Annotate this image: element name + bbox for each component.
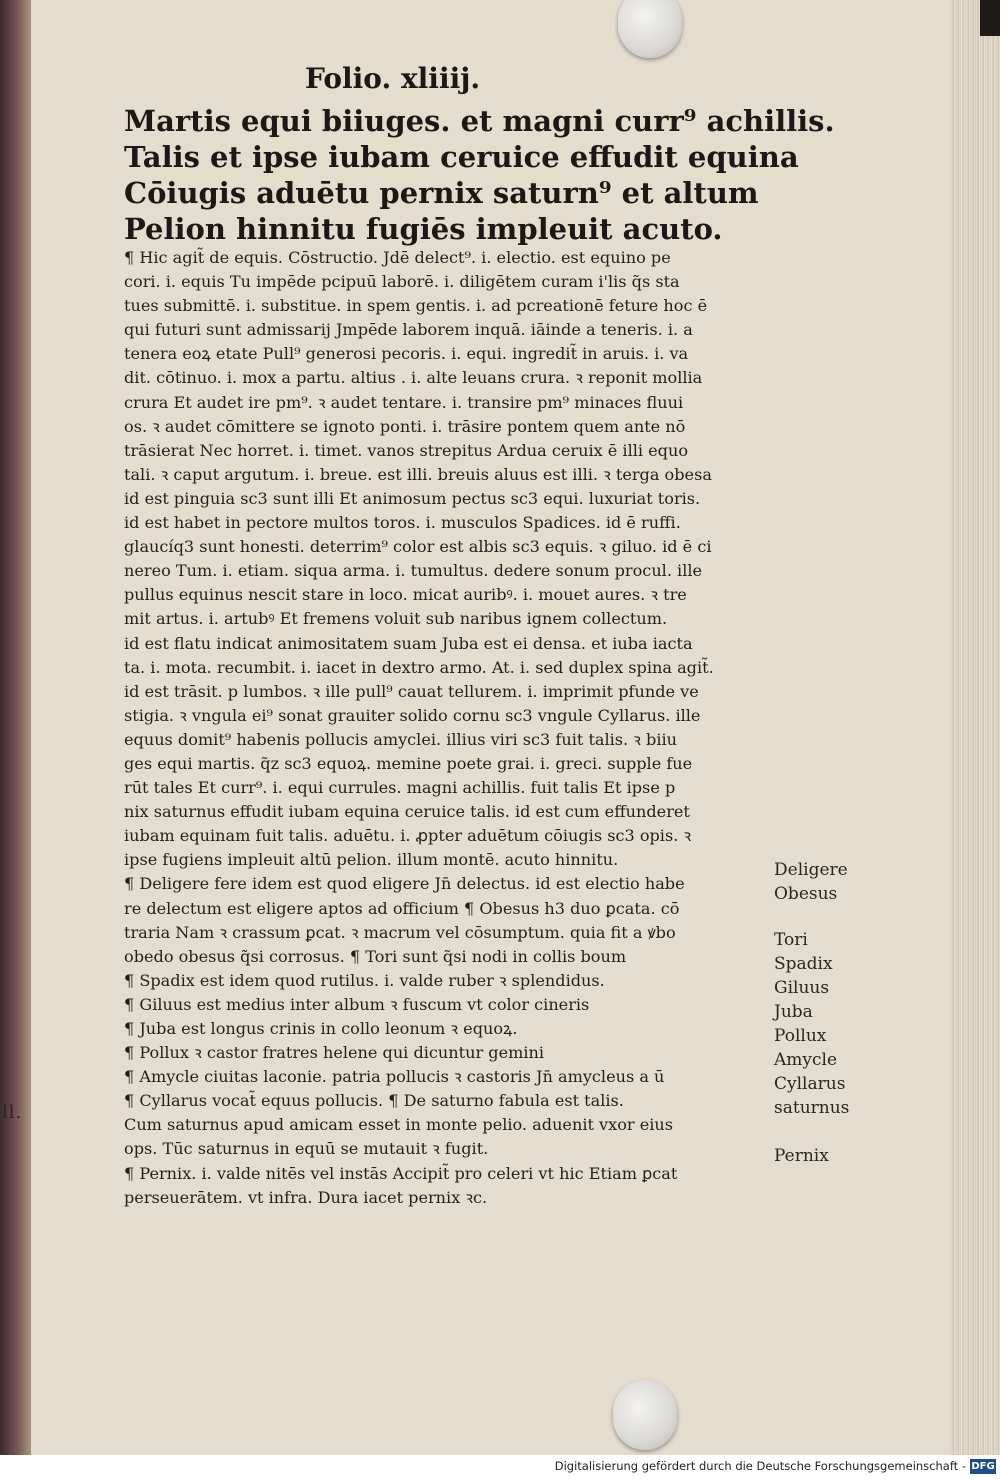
commentary-line: tues submittē. i. substitue. in spem gentis. i. ad pcreationē feture hoc ē xyxy=(124,296,708,316)
marginal-note: Pollux xyxy=(774,1026,827,1046)
commentary-line: id est pinguia sc3 sunt illi Et animosum pectus sc3 equi. luxuriat toris. xyxy=(124,488,701,508)
commentary-line: ges equi martis. q̃z sc3 equoꝝ. memine poete grai. i. greci. supple fue xyxy=(124,753,693,773)
commentary-line: os. ꝛ audet cōmittere se ignoto ponti. i. trāsire pontem quem ante nō xyxy=(124,416,686,436)
commentary-line: qui futuri sunt admissarij Jmpēde laborem inquā. iāinde a teneris. i. a xyxy=(124,320,693,340)
commentary-line: ta. i. mota. recumbit. i. iacet in dextro armo. At. i. sed duplex spina agit̃. xyxy=(124,657,714,677)
marginal-note: saturnus xyxy=(774,1098,850,1118)
marginal-note: Cyllarus xyxy=(774,1074,846,1094)
commentary-block xyxy=(124,246,764,1210)
marginal-note: Tori xyxy=(774,930,808,950)
commentary-line: ¶ Deligere fere idem est quod eligere Jn̄ delectus. id est electio habe xyxy=(124,874,685,894)
footer-bar xyxy=(0,1455,1000,1479)
commentary-line: mit artus. i. artubꝰ Et fremens voluit sub naribus ignem collectum. xyxy=(124,609,668,629)
commentary-line: ¶ Juba est longus crinis in collo leonum ꝛ equoꝝ. xyxy=(124,1019,518,1038)
commentary-line: id est habet in pectore multos toros. i. musculos Spadices. id ē ruffi. xyxy=(124,513,681,533)
commentary-line: ¶ Pollux ꝛ castor fratres helene qui dicuntur gemini xyxy=(124,1043,545,1063)
commentary-line: ¶ Giluus est medius inter album ꝛ fuscum vt color cineris xyxy=(124,994,590,1014)
commentary-line: tali. ꝛ caput argutum. i. breue. est illi. breuis aluus est illi. ꝛ terga obesa xyxy=(124,464,712,484)
footer-credit: Digitalisierung gefördert durch die Deutsche Forschungsgemeinschaft - xyxy=(554,1459,966,1473)
marginal-note: Giluus xyxy=(774,978,830,998)
commentary-line: id est flatu indicat animositatem suam Juba est ei densa. et iuba iacta xyxy=(124,633,693,653)
commentary-line: stigia. ꝛ vngula ei⁹ sonat grauiter solido cornu sc3 vngule Cyllarus. ille xyxy=(124,705,701,725)
page-stack-edge xyxy=(950,0,1000,1455)
verse-line-1: Martis equi biiuges. et magni curr⁹ achillis. xyxy=(124,104,835,138)
background-corner xyxy=(980,0,1000,36)
commentary-line: id est trāsit. p lumbos. ꝛ ille pull⁹ cauat tellurem. i. imprimit pfunde ve xyxy=(124,681,699,701)
commentary-line: trāsierat Nec horret. i. timet. vanos strepitus Ardua ceruix ē illi equo xyxy=(124,440,689,460)
commentary-line: obedo obesus q̃si corrosus. ¶ Tori sunt q̃si nodi in collis boum xyxy=(124,946,627,966)
commentary-line: equus domit⁹ habenis pollucis amyclei. illius viri sc3 fuit talis. ꝛ biiu xyxy=(124,729,677,749)
commentary-line: ¶ Spadix est idem quod rutilus. i. valde ruber ꝛ splendidus. xyxy=(124,970,605,990)
marginal-note: Obesus xyxy=(774,884,838,904)
commentary-line: nereo Tum. i. etiam. siqua arma. i. tumultus. dedere sonum procul. ille xyxy=(124,561,703,581)
marginal-note: Juba xyxy=(774,1002,813,1022)
marginal-note: Pernix xyxy=(774,1146,829,1166)
commentary-line: tenera eoꝝ etate Pull⁹ generosi pecoris. i. equi. ingredit̃ in aruis. i. va xyxy=(124,344,689,364)
commentary-line: ¶ Hic agit̃ de equis. Cōstructio. Jdē delect⁹. i. electio. est equino pe xyxy=(124,248,671,267)
commentary-line: pullus equinus nescit stare in loco. micat auribꝰ. i. mouet aures. ꝛ tre xyxy=(124,585,687,605)
dfg-logo: DFG xyxy=(971,1461,995,1472)
commentary-line: Cum saturnus apud amicam esset in monte pelio. aduenit vxor eius xyxy=(124,1115,674,1135)
commentary-line: dit. cōtinuo. i. mox a partu. altius . i. alte leuans crura. ꝛ reponit mollia xyxy=(124,368,703,388)
commentary-line: ipse fugiens impleuit altū pelion. illum montē. acuto hinnitu. xyxy=(124,850,619,870)
commentary-line: re delectum est eligere aptos ad officium ¶ Obesus h3 duo ꝑcata. cō xyxy=(124,898,680,918)
commentary-line: perseuerātem. vt infra. Dura iacet pernix ꝛc. xyxy=(124,1187,488,1207)
left-page-mark: ll. xyxy=(2,1102,23,1123)
page-clip-bottom xyxy=(613,1380,677,1450)
verse-line-2: Talis et ipse iubam ceruice effudit equina xyxy=(124,140,799,174)
verse-line-3: Cōiugis aduētu pernix saturn⁹ et altum xyxy=(124,176,759,210)
verse-line-4: Pelion hinnitu fugiēs impleuit acuto. xyxy=(124,212,723,246)
marginal-note: Spadix xyxy=(774,954,833,974)
marginal-note: Amycle xyxy=(774,1050,838,1070)
commentary-line: ops. Tūc saturnus in equū se mutauit ꝛ fugit. xyxy=(124,1139,489,1159)
commentary-line: cori. i. equis Tu impēde pcipuū laborē. i. diligētem curam i'lis q̃s sta xyxy=(124,272,680,292)
commentary-line: traria Nam ꝛ crassum ꝑcat. ꝛ macrum vel cōsumptum. quia fit a ꝟbo xyxy=(124,922,676,942)
marginal-note: Deligere xyxy=(774,860,848,880)
folio-heading: Folio. xliiij. xyxy=(305,62,481,95)
commentary-line: iubam equinam fuit talis. aduētu. i. ꝓpter aduētum cōiugis sc3 opis. ꝛ xyxy=(124,826,692,846)
commentary-line: ¶ Amycle ciuitas laconie. patria pollucis ꝛ castoris Jn̄ amycleus a ū xyxy=(124,1067,665,1087)
commentary-line: rūt tales Et curr⁹. i. equi currules. magni achillis. fuit talis Et ipse p xyxy=(124,778,676,798)
commentary-line: ¶ Cyllarus vocat̃ equus pollucis. ¶ De saturno fabula est talis. xyxy=(124,1091,624,1111)
commentary-line: crura Et audet ire pm⁹. ꝛ audet tentare. i. transire pm⁹ minaces fluui xyxy=(124,392,684,412)
commentary-line: ¶ Pernix. i. valde nitēs vel instās Accipit̃ pro celeri vt hic Etiam ꝑcat xyxy=(124,1163,678,1183)
commentary-line: nix saturnus effudit iubam equina ceruice talis. id est cum effunderet xyxy=(124,802,690,822)
commentary-line: glaucíq3 sunt honesti. deterrim⁹ color est albis sc3 equis. ꝛ giluo. id ē ci xyxy=(124,537,712,557)
